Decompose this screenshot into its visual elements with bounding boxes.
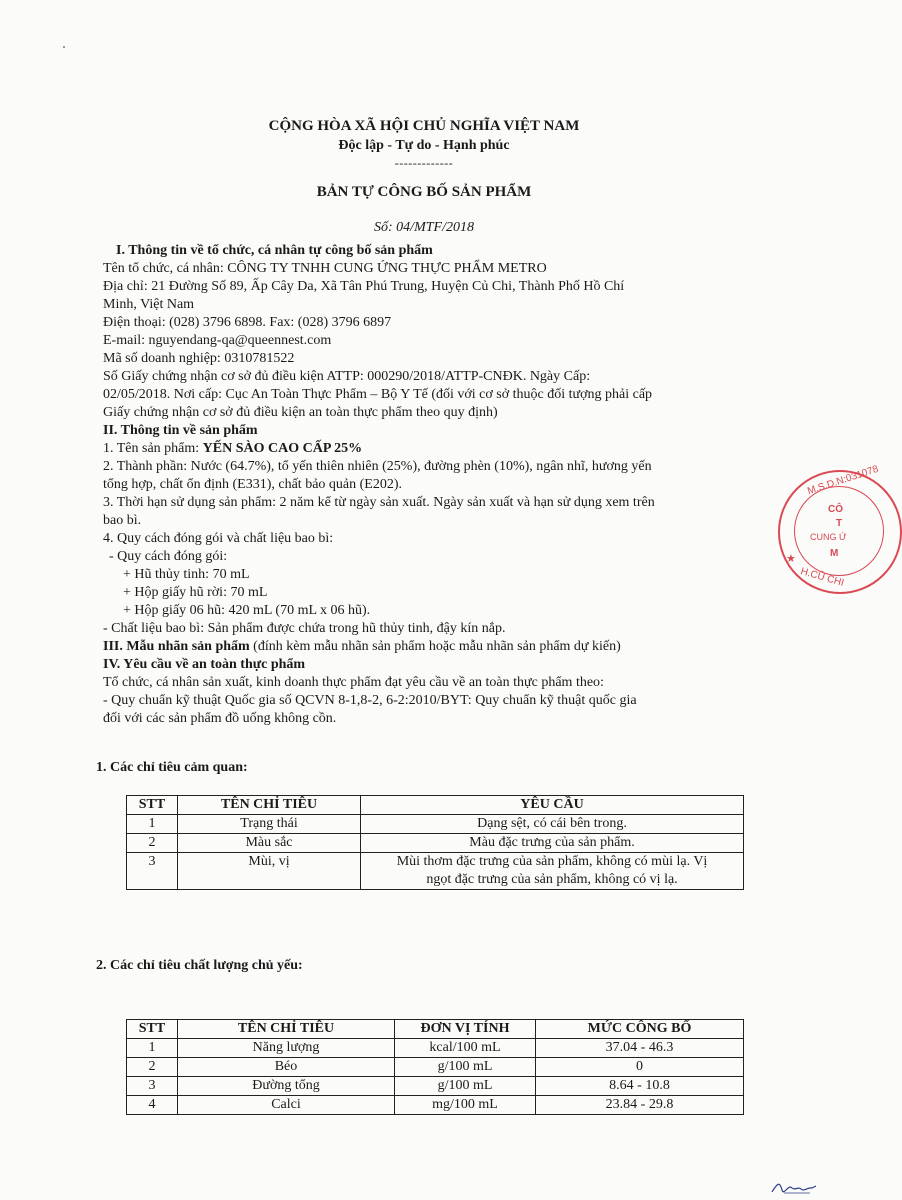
table-cell: 0	[536, 1058, 744, 1077]
national-title: CỘNG HÒA XÃ HỘI CHỦ NGHĨA VIỆT NAM	[268, 118, 580, 134]
product-name: YẾN SÀO CAO CẤP 25%	[202, 441, 363, 456]
table-cell: 2	[127, 834, 178, 853]
standard-line1: - Quy chuẩn kỹ thuật Quốc gia số QCVN 8-1,8-2, 6-2:2010/BYT: Quy chuẩn kỹ thuật quốc gia	[103, 693, 637, 708]
table-cell: Năng lượng	[178, 1039, 395, 1058]
safety-intro: Tổ chức, cá nhân sản xuất, kinh doanh thực phẩm đạt yêu cầu về an toàn thực phẩm theo:	[103, 675, 604, 690]
document-number: Số: 04/MTF/2018	[374, 220, 474, 235]
packaging-item: + Hũ thủy tinh: 70 mL	[123, 567, 250, 582]
table-header-row	[127, 796, 744, 815]
org-name: Tên tổ chức, cá nhân: CÔNG TY TNHH CUNG ỨNG THỰC PHẨM METRO	[103, 261, 547, 276]
packaging-item: + Hộp giấy 06 hũ: 420 mL (70 mL x 06 hũ).	[123, 603, 371, 618]
cert-line1: Số Giấy chứng nhận cơ sở đủ điều kiện ATTP: 000290/2018/ATTP-CNĐK. Ngày Cấp:	[103, 369, 591, 384]
table-cell: 23.84 - 29.8	[536, 1096, 744, 1115]
table-cell: g/100 mL	[395, 1077, 536, 1096]
section3-note: (đính kèm mẫu nhãn sản phẩm hoặc mẫu nhãn sản phẩm dự kiến)	[249, 639, 621, 654]
sensory-heading: 1. Các chỉ tiêu cảm quan:	[96, 760, 248, 775]
table-cell: mg/100 mL	[395, 1096, 536, 1115]
column-header: ĐƠN VỊ TÍNH	[395, 1020, 536, 1039]
column-header: STT	[127, 796, 178, 815]
table-cell: Mùi, vị	[178, 853, 361, 890]
column-header: YÊU CẦU	[361, 796, 744, 815]
seal-text-bottom: H.CỦ CHI	[799, 566, 846, 589]
quality-heading: 2. Các chỉ tiêu chất lượng chủ yếu:	[96, 958, 303, 973]
table-cell: g/100 mL	[395, 1058, 536, 1077]
table-cell: 1	[127, 815, 178, 834]
sensory-table	[126, 795, 744, 890]
seal-text: CÔ	[828, 504, 843, 515]
ingredients-line2: tổng hợp, chất ổn định (E331), chất bảo quản (E202).	[103, 477, 402, 492]
seal-text: T	[836, 518, 843, 529]
packaging-material: - Chất liệu bao bì: Sản phẩm được chứa trong hũ thủy tinh, đậy kín nắp.	[103, 621, 506, 636]
packaging-item: + Hộp giấy hũ rời: 70 mL	[123, 585, 268, 600]
scan-speck	[63, 46, 65, 48]
table-header-row	[127, 1020, 744, 1039]
document-body	[103, 242, 743, 728]
table-cell: kcal/100 mL	[395, 1039, 536, 1058]
table-cell: Calci	[178, 1096, 395, 1115]
table-cell: 37.04 - 46.3	[536, 1039, 744, 1058]
company-seal-stamp	[778, 463, 902, 594]
table-cell: Màu sắc	[178, 834, 361, 853]
org-phone: Điện thoại: (028) 3796 6898. Fax: (028) 3796 6897	[103, 315, 392, 330]
section4-heading: IV. Yêu cầu về an toàn thực phẩm	[103, 657, 306, 672]
table-cell: Dạng sệt, có cái bên trong.	[361, 815, 744, 834]
shelf-life-line2: bao bì.	[103, 513, 142, 528]
header-divider: -------------	[394, 156, 454, 170]
table-cell: 8.64 - 10.8	[536, 1077, 744, 1096]
table-cell: Mùi thơm đặc trưng của sản phẩm, không có mùi lạ. Vị ngọt đặc trưng của sản phẩm, không có vị lạ.	[361, 853, 744, 890]
table-cell: 3	[127, 1077, 178, 1096]
cert-line2: 02/05/2018. Nơi cấp: Cục An Toàn Thực Phẩm – Bộ Y Tế (đối với cơ sở thuộc đối tượng phải cấp	[103, 387, 653, 402]
table-cell: 2	[127, 1058, 178, 1077]
product-name-label: 1. Tên sản phẩm:	[103, 441, 203, 456]
org-address-line1: Địa chỉ: 21 Đường Số 89, Ấp Cây Da, Xã Tân Phú Trung, Huyện Củ Chi, Thành Phố Hồ Chí	[103, 279, 625, 294]
star-icon: ★	[786, 553, 796, 565]
table-cell: 1	[127, 1039, 178, 1058]
section1-heading: I. Thông tin về tổ chức, cá nhân tự công bố sản phẩm	[116, 243, 433, 258]
table-cell: 3	[127, 853, 178, 890]
cert-line3: Giấy chứng nhận cơ sở đủ điều kiện an toàn thực phẩm theo quy định)	[103, 405, 498, 420]
packaging-sub: - Quy cách đóng gói:	[109, 549, 228, 564]
quality-table	[126, 1019, 744, 1115]
table-row	[127, 1077, 744, 1096]
column-header: MỨC CÔNG BỐ	[536, 1020, 744, 1039]
table-cell: Đường tổng	[178, 1077, 395, 1096]
document-title: BẢN TỰ CÔNG BỐ SẢN PHẨM	[316, 184, 532, 200]
standard-line2: đối với các sản phẩm đồ uống không cồn.	[103, 711, 337, 726]
column-header: TÊN CHỈ TIÊU	[178, 1020, 395, 1039]
table-row	[127, 815, 744, 834]
column-header: STT	[127, 1020, 178, 1039]
seal-text-top: M.S.D.N:031078	[806, 463, 880, 498]
org-tax-code: Mã số doanh nghiệp: 0310781522	[103, 351, 295, 366]
packaging-heading: 4. Quy cách đóng gói và chất liệu bao bì:	[103, 531, 334, 546]
org-address-line2: Minh, Việt Nam	[103, 297, 195, 312]
table-row	[127, 853, 744, 890]
column-header: TÊN CHỈ TIÊU	[178, 796, 361, 815]
table-cell: Béo	[178, 1058, 395, 1077]
table-row	[127, 1058, 744, 1077]
section2-heading: II. Thông tin về sản phẩm	[103, 423, 258, 438]
org-email: E-mail: nguyendang-qa@queennest.com	[103, 333, 332, 348]
table-cell: Màu đặc trưng của sản phẩm.	[361, 834, 744, 853]
table-row	[127, 834, 744, 853]
table-cell: Trạng thái	[178, 815, 361, 834]
table-row	[127, 1039, 744, 1058]
seal-text: CUNG Ứ	[810, 532, 847, 542]
handwritten-signature	[770, 1178, 818, 1198]
product-name-line	[103, 440, 743, 458]
table-cell: 4	[127, 1096, 178, 1115]
section3-heading: III. Mẫu nhãn sản phẩm	[103, 639, 250, 654]
seal-inner-ring	[794, 486, 884, 576]
seal-text: M	[830, 548, 839, 559]
shelf-life-line1: 3. Thời hạn sử dụng sản phẩm: 2 năm kể từ ngày sản xuất. Ngày sản xuất và hạn sử dụng xem trên	[103, 495, 655, 510]
section3-line	[103, 638, 743, 656]
ingredients-line1: 2. Thành phần: Nước (64.7%), tổ yến thiên nhiên (25%), đường phèn (10%), ngân nhĩ, hương yến	[103, 459, 652, 474]
table-row	[127, 1096, 744, 1115]
national-motto: Độc lập - Tự do - Hạnh phúc	[338, 138, 510, 153]
